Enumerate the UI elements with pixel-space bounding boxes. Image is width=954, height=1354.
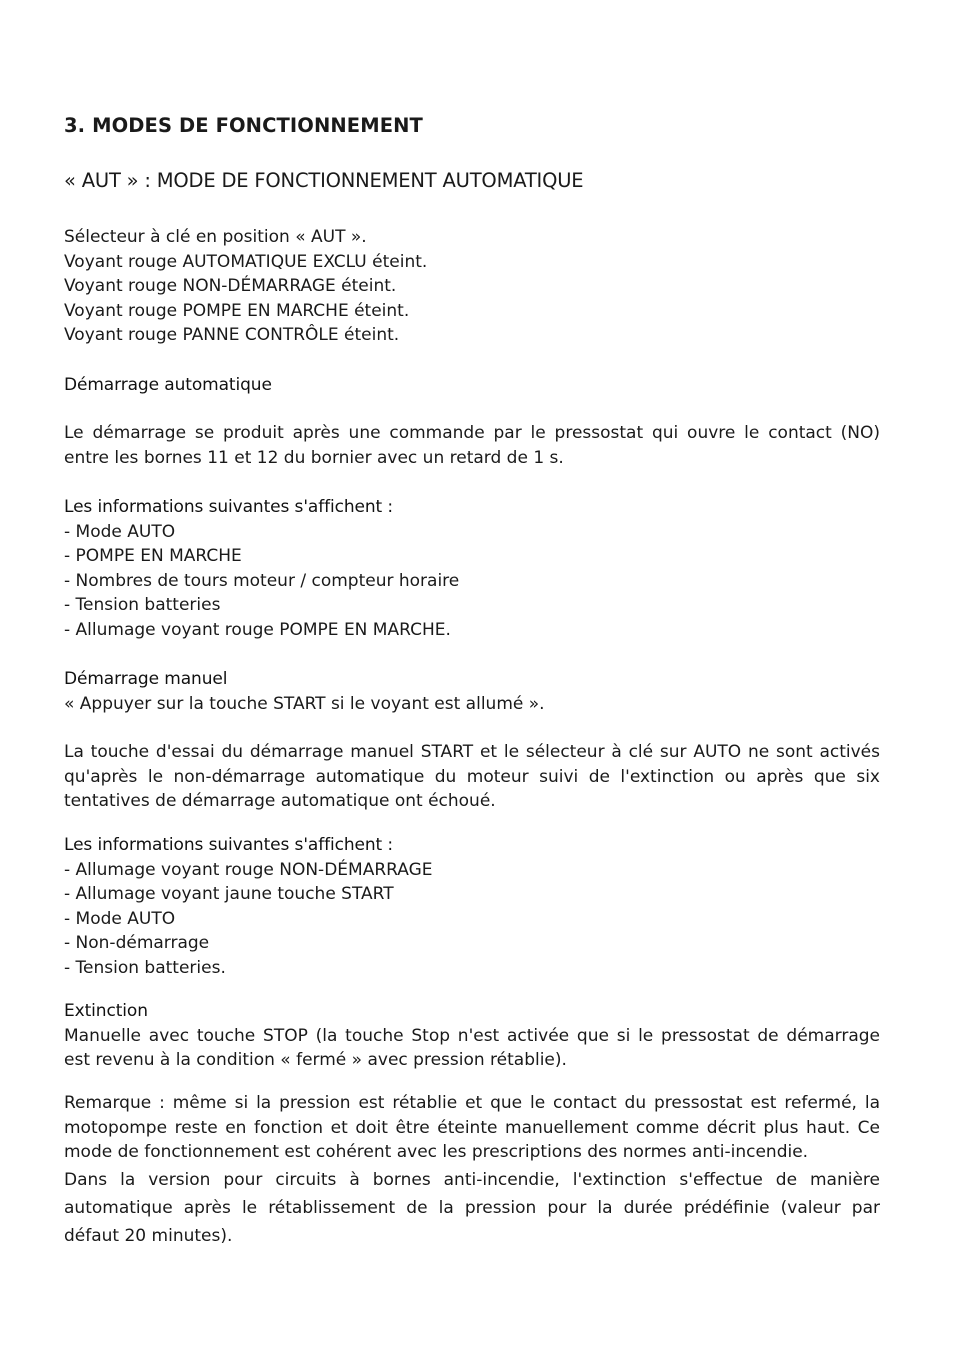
paragraph-line: mode de fonctionnement est cohérent avec les prescriptions des normes anti-incendie. [64, 1142, 809, 1162]
paragraph-line: Le démarrage se produit après une commande par le pressostat qui ouvre le contact (NO) [64, 423, 880, 443]
status-line: Sélecteur à clé en position « AUT ». [64, 227, 367, 247]
manual-start-info [64, 833, 880, 980]
paragraph-line: automatique après le rétablissement de la pression pour la durée prédéfinie (valeur par [64, 1198, 880, 1218]
status-line: Voyant rouge NON-DÉMARRAGE éteint. [64, 276, 397, 296]
list-item: - Allumage voyant jaune touche START [64, 884, 394, 904]
paragraph-line: Manuelle avec touche STOP (la touche Stop n'est activée que si le pressostat de démarrage [64, 1025, 880, 1046]
manual-start-title: Démarrage manuel [64, 669, 228, 689]
auto-start-paragraph [64, 421, 880, 470]
status-line: Voyant rouge PANNE CONTRÔLE éteint. [64, 325, 400, 345]
manual-start-block [64, 667, 880, 716]
list-item: - Allumage voyant rouge POMPE EN MARCHE. [64, 619, 451, 640]
remark-paragraph [64, 1091, 880, 1165]
auto-start-title: Démarrage automatique [64, 375, 272, 395]
paragraph-line: Dans la version pour circuits à bornes anti-incendie, l'extinction s'effectue de manière [64, 1170, 880, 1190]
paragraph-line: défaut 20 minutes). [64, 1226, 233, 1246]
auto-start-info [64, 495, 880, 642]
list-item: - Allumage voyant rouge NON-DÉMARRAGE [64, 859, 433, 880]
list-item: - Mode AUTO [64, 908, 176, 929]
status-line: Voyant rouge POMPE EN MARCHE éteint. [64, 300, 410, 321]
paragraph-line: qu'après le non-démarrage automatique du moteur suivi de l'extinction ou après que six [64, 766, 880, 787]
paragraph-line: entre les bornes 11 et 12 du bornier avec un retard de 1 s. [64, 447, 564, 468]
list-item: - Non-démarrage [64, 933, 210, 953]
list-item: - POMPE EN MARCHE [64, 546, 242, 566]
status-line: Voyant rouge AUTOMATIQUE EXCLU éteint. [64, 251, 428, 272]
manual-info-title: Les informations suivantes s'affichent : [64, 835, 394, 855]
manual-start-instruction: « Appuyer sur la touche START si le voyant est allumé ». [64, 693, 545, 714]
version-paragraph [64, 1166, 880, 1250]
auto-info-title: Les informations suivantes s'affichent : [64, 497, 394, 517]
paragraph-line: tentatives de démarrage automatique ont échoué. [64, 791, 496, 811]
section-heading: 3. MODES DE FONCTIONNEMENT [64, 114, 423, 137]
manual-start-paragraph [64, 740, 880, 814]
status-lines [64, 225, 880, 348]
mode-title: « AUT » : MODE DE FONCTIONNEMENT AUTOMATIQUE [64, 169, 584, 192]
list-item: - Tension batteries [64, 595, 221, 615]
paragraph-line: est revenu à la condition « fermé » avec pression rétablie). [64, 1050, 567, 1070]
extinction-block [64, 999, 880, 1073]
auto-start-title-block [64, 373, 880, 398]
list-item: - Mode AUTO [64, 521, 176, 542]
list-item: - Tension batteries. [64, 957, 226, 978]
extinction-title: Extinction [64, 1001, 148, 1021]
paragraph-line: motopompe reste en fonction et doit être éteinte manuellement comme décrit plus haut. Ce [64, 1117, 880, 1138]
paragraph-line: Remarque : même si la pression est rétablie et que le contact du pressostat est refermé, la [64, 1093, 880, 1113]
list-item: - Nombres de tours moteur / compteur horaire [64, 570, 460, 591]
paragraph-line: La touche d'essai du démarrage manuel START et le sélecteur à clé sur AUTO ne sont activés [64, 742, 880, 762]
